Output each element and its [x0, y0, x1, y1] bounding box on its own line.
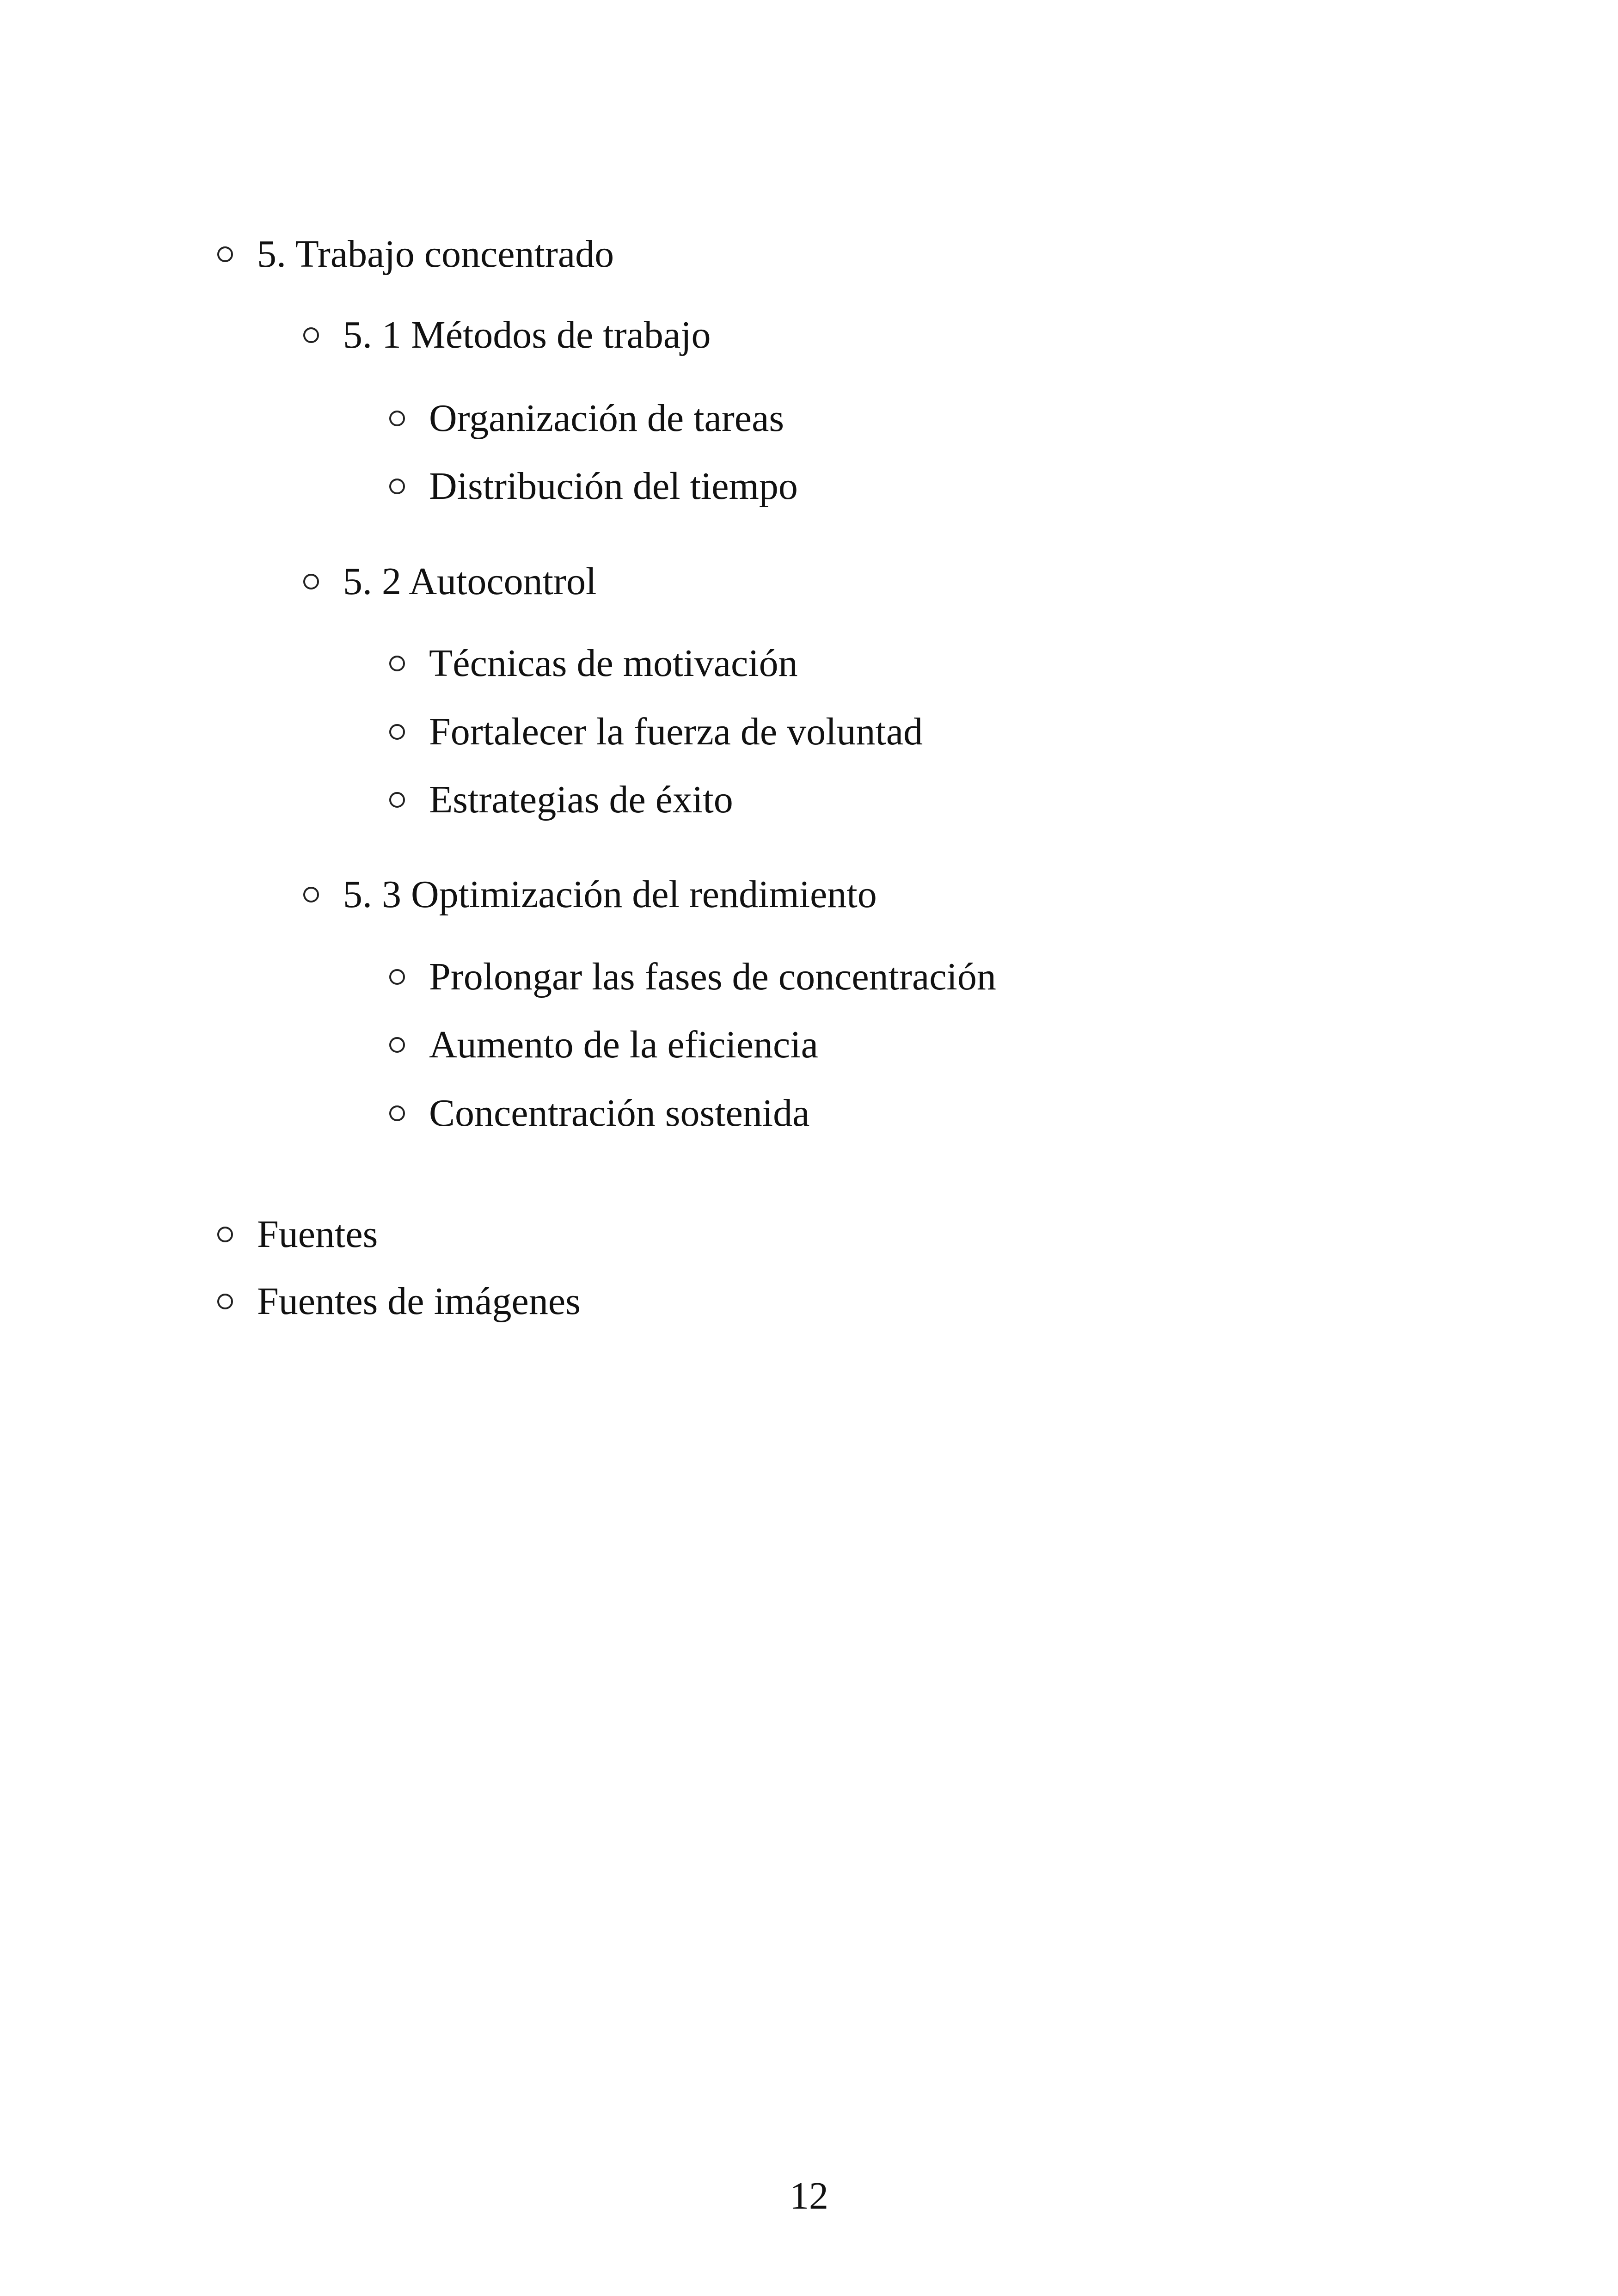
circle-bullet-icon — [217, 1227, 233, 1242]
circle-bullet-icon — [389, 479, 405, 494]
circle-bullet-icon — [389, 792, 405, 808]
circle-bullet-icon — [389, 411, 405, 426]
toc-item-section-5-3[interactable] — [303, 872, 877, 918]
toc-item-label: Fuentes de imágenes — [257, 1280, 581, 1323]
circle-bullet-icon — [303, 327, 319, 343]
toc-item-aumento-eficiencia[interactable] — [389, 1022, 818, 1068]
circle-bullet-icon — [389, 969, 405, 985]
circle-bullet-icon — [389, 1037, 405, 1053]
toc-item-estrategias-exito[interactable] — [389, 777, 733, 823]
toc-item-label: Estrategias de éxito — [429, 778, 733, 821]
toc-item-label: Fortalecer la fuerza de voluntad — [429, 710, 923, 753]
circle-bullet-icon — [217, 1294, 233, 1309]
toc-item-label: Concentración sostenida — [429, 1092, 810, 1135]
toc-item-label: Organización de tareas — [429, 397, 784, 440]
toc-item-section-5-1[interactable] — [303, 312, 711, 358]
toc-item-label: Aumento de la eficiencia — [429, 1023, 818, 1066]
toc-item-label: 5. 1 Métodos de trabajo — [343, 313, 711, 356]
circle-bullet-icon — [217, 246, 233, 262]
toc-item-label: 5. 2 Autocontrol — [343, 560, 597, 603]
toc-item-label: Prolongar las fases de concentración — [429, 955, 996, 998]
toc-item-section-5[interactable] — [217, 231, 614, 277]
toc-item-fuentes-imagenes[interactable] — [217, 1278, 581, 1325]
toc-item-label: 5. Trabajo concentrado — [257, 233, 614, 276]
circle-bullet-icon — [303, 574, 319, 589]
toc-item-section-5-2[interactable] — [303, 559, 596, 605]
page-number: 12 — [790, 2174, 828, 2217]
circle-bullet-icon — [389, 724, 405, 740]
toc-item-fuerza-voluntad[interactable] — [389, 709, 923, 755]
toc-item-fuentes[interactable] — [217, 1211, 378, 1258]
toc-item-label: 5. 3 Optimización del rendimiento — [343, 873, 877, 916]
toc-item-tecnicas-motivacion[interactable] — [389, 640, 798, 687]
toc-item-concentracion-sostenida[interactable] — [389, 1090, 809, 1136]
toc-item-distribucion-tiempo[interactable] — [389, 463, 798, 510]
circle-bullet-icon — [389, 1105, 405, 1121]
circle-bullet-icon — [303, 887, 319, 902]
toc-item-label: Técnicas de motivación — [429, 642, 798, 685]
toc-item-label: Fuentes — [257, 1213, 378, 1256]
toc-item-label: Distribución del tiempo — [429, 465, 798, 508]
toc-item-prolongar-fases[interactable] — [389, 954, 996, 1000]
toc-item-organizacion-tareas[interactable] — [389, 395, 784, 442]
circle-bullet-icon — [389, 656, 405, 671]
